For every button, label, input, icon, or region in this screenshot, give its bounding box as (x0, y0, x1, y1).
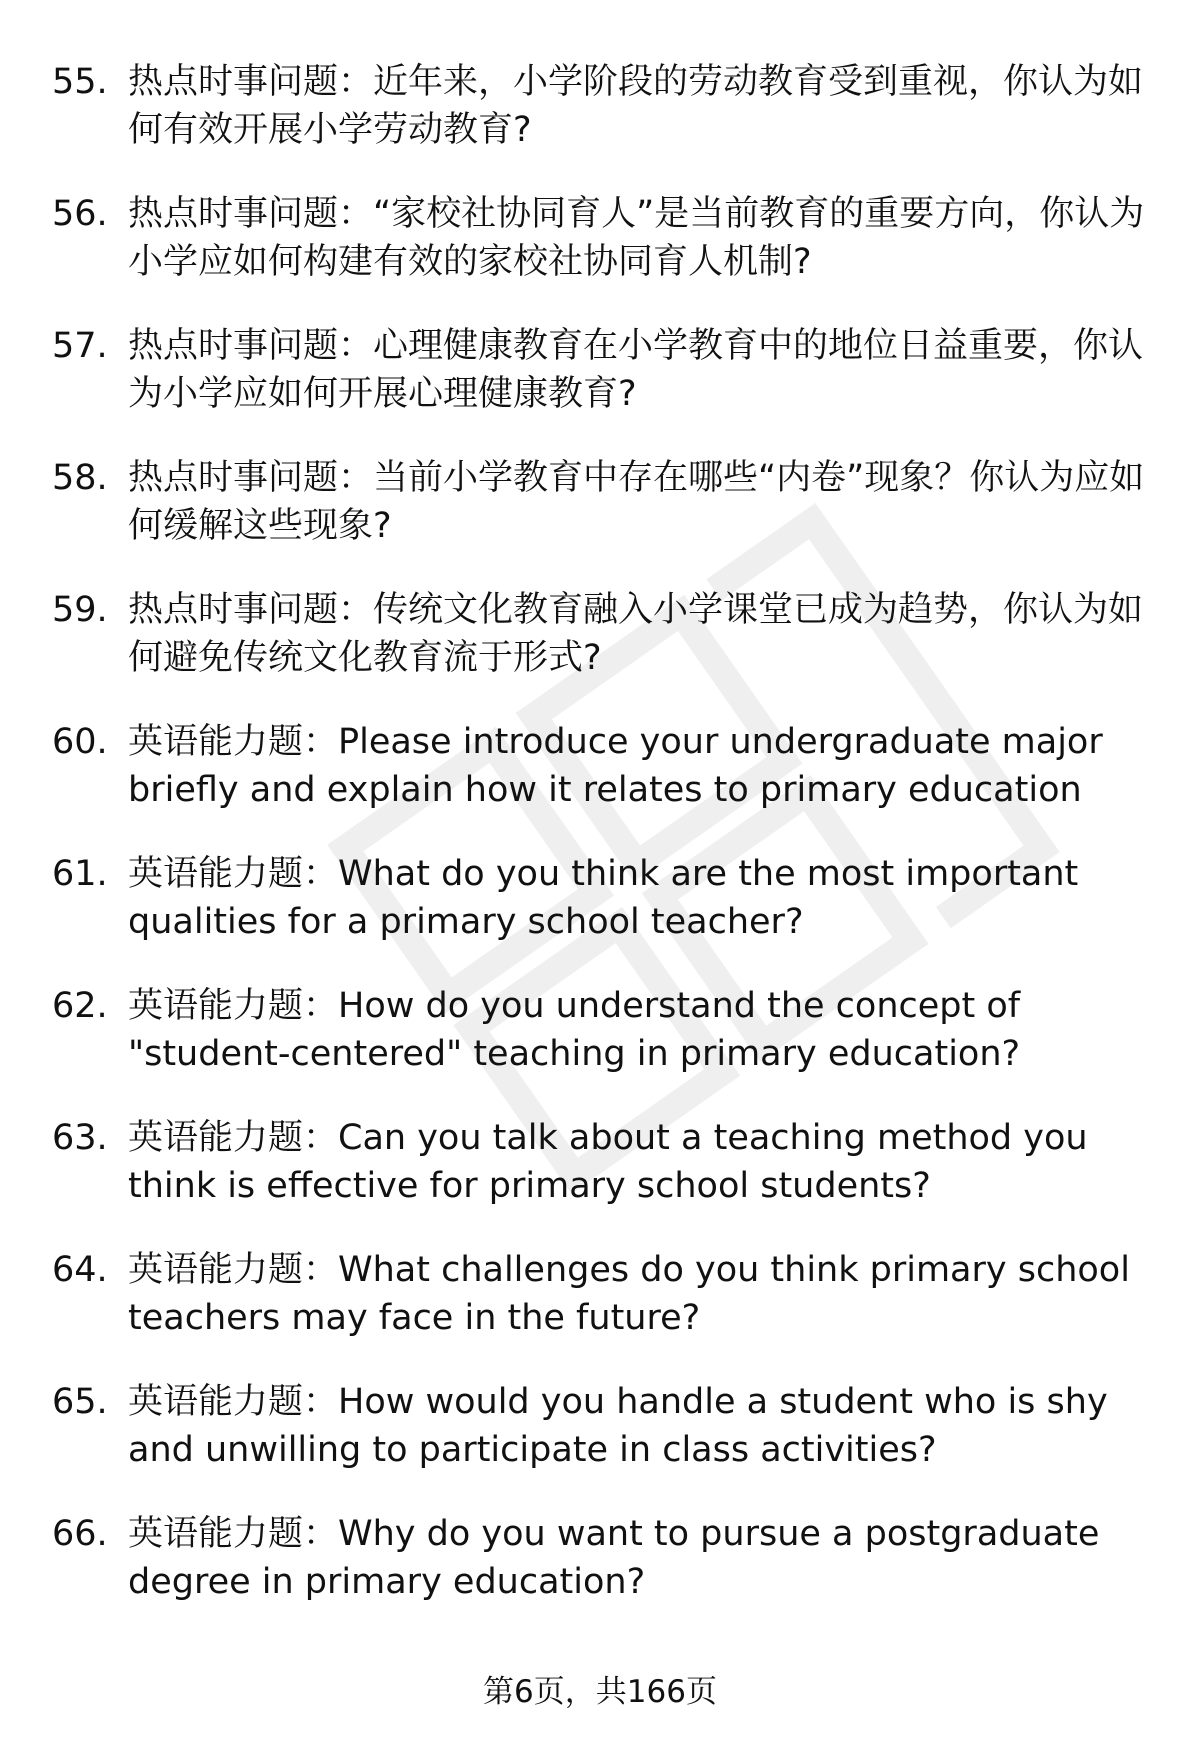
question-number: 57. (52, 326, 108, 366)
question-number: 61. (52, 854, 108, 894)
question-number: 65. (52, 1382, 108, 1422)
list-item (52, 718, 1152, 814)
list-item (52, 850, 1152, 946)
question-number: 56. (52, 194, 108, 234)
list-item (52, 1246, 1152, 1342)
question-text: 热点时事问题：“家校社协同育人”是当前教育的重要方向，你认为小学应如何构建有效的家校社协同育人机制? (128, 194, 1145, 282)
question-list (52, 58, 1152, 1642)
question-number: 60. (52, 722, 108, 762)
question-number: 63. (52, 1118, 108, 1158)
list-item (52, 58, 1152, 154)
question-number: 62. (52, 986, 108, 1026)
question-text: 英语能力题：What challenges do you think primary school teachers may face in the future? (128, 1250, 1130, 1338)
list-item (52, 586, 1152, 682)
list-item (52, 1114, 1152, 1210)
question-number: 59. (52, 590, 108, 630)
list-item (52, 454, 1152, 550)
question-number: 55. (52, 62, 108, 102)
list-item (52, 1378, 1152, 1474)
question-text: 英语能力题：Why do you want to pursue a postgraduate degree in primary education? (128, 1514, 1100, 1602)
question-text: 英语能力题：How would you handle a student who is shy and unwilling to participate in class activities? (128, 1382, 1108, 1470)
list-item (52, 982, 1152, 1078)
question-text: 英语能力题：Can you talk about a teaching method you think is effective for primary school students? (128, 1118, 1088, 1206)
list-item (52, 322, 1152, 418)
question-text: 热点时事问题：传统文化教育融入小学课堂已成为趋势，你认为如何避免传统文化教育流于形式? (128, 590, 1144, 678)
question-text: 热点时事问题：近年来，小学阶段的劳动教育受到重视，你认为如何有效开展小学劳动教育? (128, 62, 1144, 150)
list-item (52, 190, 1152, 286)
list-item (52, 1510, 1152, 1606)
question-text: 英语能力题：What do you think are the most important qualities for a primary school teacher? (128, 854, 1079, 942)
question-number: 58. (52, 458, 108, 498)
question-number: 66. (52, 1514, 108, 1554)
question-text: 英语能力题：Please introduce your undergraduate major briefly and explain how it relates to primary education (128, 722, 1103, 810)
question-text: 热点时事问题：心理健康教育在小学教育中的地位日益重要，你认为小学应如何开展心理健康教育? (128, 326, 1144, 414)
question-number: 64. (52, 1250, 108, 1290)
page-number-footer: 第6页，共166页 (483, 1674, 717, 1710)
question-text: 热点时事问题：当前小学教育中存在哪些“内卷”现象？你认为应如何缓解这些现象? (128, 458, 1145, 546)
question-text: 英语能力题：How do you understand the concept of "student-centered" teaching in primary education? (128, 986, 1021, 1074)
